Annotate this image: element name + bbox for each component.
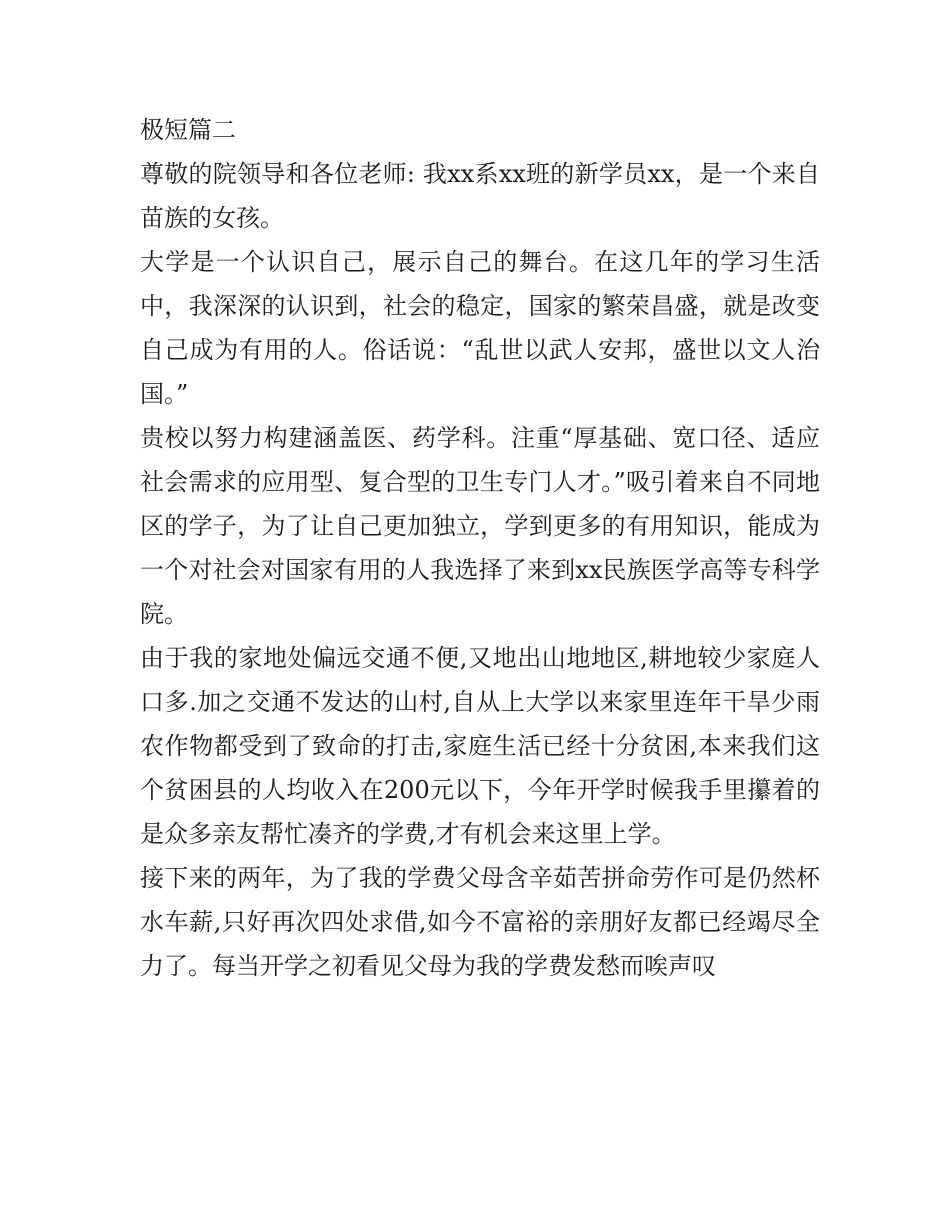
- paragraph-4: 由于我的家地处偏远交通不便,又地出山地地区,耕地较少家庭人口多.加之交通不发达的山村,自从上大学以来家里连年干旱少雨农作物都受到了致命的打击,家庭生活已经十分贫困,本来我们这个贫困县的人均收入在200元以下，今年开学时候我手里攥着的是众多亲友帮忙凑齐的学费,才有机会来这里上学。: [140, 644, 820, 848]
- document-body: [140, 108, 820, 988]
- paragraph-3: 贵校以努力构建涵盖医、药学科。注重“厚基础、宽口径、适应社会需求的应用型、复合型的卫生专门人才。”吸引着来自不同地区的学子，为了让自己更加独立，学到更多的有用知识，能成为一个对社会对国家有用的人我选择了来到xx民族医学高等专科学院。: [140, 424, 820, 628]
- paragraph-5: 接下来的两年，为了我的学费父母含辛茹苦拼命劳作可是仍然杯水车薪,只好再次四处求借,如今不富裕的亲朋好友都已经竭尽全力了。每当开学之初看见父母为我的学费发愁而唉声叹: [140, 864, 820, 980]
- paragraph-1: 尊敬的院领导和各位老师: 我xx系xx班的新学员xx，是一个来自苗族的女孩。: [140, 160, 820, 232]
- document-heading: 极短篇二: [140, 116, 236, 144]
- paragraph-2: 大学是一个认识自己，展示自己的舞台。在这几年的学习生活中，我深深的认识到，社会的稳定，国家的繁荣昌盛，就是改变自己成为有用的人。俗话说：“乱世以武人安邦，盛世以文人治国。”: [140, 248, 820, 408]
